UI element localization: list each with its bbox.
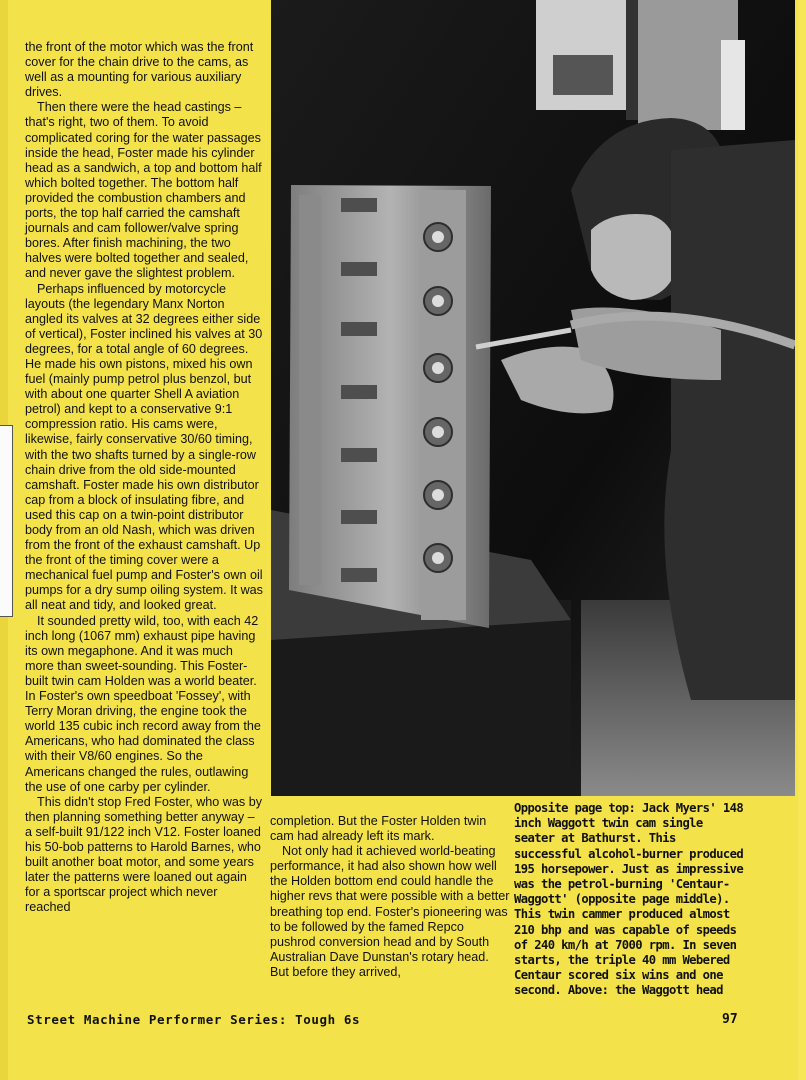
paragraph: It sounded pretty wild, too, with each 42 inch long (1067 mm) exhaust pipe having its own megaphone. And it was much more than sweet-sounding. This Foster-built twin cam Holden was a world beater. In Foster's own speedboat 'Fossey', with Terry Moran driving, the engine took the world 135 cubic inch record away from the Americans, who had dominated the class with their V8/60 engines. So the Americans changed the rules, outlawing the use of one carby per cylinder. — [25, 613, 261, 794]
page-number: 97 — [722, 1012, 738, 1027]
paragraph: the front of the motor which was the front cover for the chain drive to the cams, as well as a mounting for various auxiliary drives. — [25, 40, 254, 100]
paragraph: Perhaps influenced by motorcycle layouts (the legendary Manx Norton angled its valves at 32 degrees either side of vertical), Foster inclined his valves at 30 degrees, for a total angle of 60 degrees. He made his own pistons, mixed his own fuel (mainly pump petrol plus benzol, but with about one quarter Shell A aviation petrol) and kept to a conservative 9:1 compression ratio. His cams were, likewise, fairly conservative 30/60 timing, with the two shafts turned by a single-row chain drive from the old side-mounted camshaft. Foster made his own distributor cap from a block of insulating fibre, and used this cap on a twin-point distributor body from an old Nash, which was driven from the front of the exhaust camshaft. Up the front of the timing cover were a mechanical fuel pump and Foster's own oil pumps for a dry sump oiling system. It was all neat and tidy, and looked great. — [25, 281, 263, 613]
paragraph: This didn't stop Fred Foster, who was by then planning something better anyway – a self-built 91/122 inch V12. Foster loaned his 50-bob patterns to Harold Barnes, who built another boat motor, and some years later the patterns were loaned out again for a sportscar project which never reached — [25, 794, 262, 915]
adjacent-page-edge — [0, 425, 13, 617]
paragraph: completion. But the Foster Holden twin cam had already left its mark. — [270, 814, 487, 844]
paragraph: Then there were the head castings – that's right, two of them. To avoid complicated coring for the water passages inside the head, Foster made his cylinder head as a sandwich, a top and bottom half which bolted together. The bottom half provided the combustion chambers and ports, the top half carried the camshaft journals and cam follower/valve spring bores. After finish machining, the two halves were bolted together and sealed, and never gave the slightest problem. — [25, 100, 262, 281]
page-edge — [798, 0, 806, 1080]
photo-engine-head-drilling — [271, 0, 795, 796]
cylinder-head — [289, 185, 491, 628]
article-left-column — [25, 40, 265, 915]
publication-title: Street Machine Performer Series: Tough 6s — [27, 1012, 361, 1027]
article-middle-column — [270, 814, 510, 980]
paragraph: Not only had it achieved world-beating performance, it had also shown how well the Holden bottom end could handle the higher revs that were possible with a better breathing top end. Foster's pioneering was to be followed by the famed Repco pushrod conversion head and by South Australian Dave Dunstan's rotary head. But before they arrived, — [270, 844, 510, 979]
photo-illustration — [271, 0, 795, 796]
photo-caption: Opposite page top: Jack Myers' 148 inch Waggott twin cam single seater at Bathurst. This successful alcohol-burner produced 195 horsepower. Just as impressive was the petrol-burning 'Centaur-Waggott' (opposite page middle). This twin cammer produced almost 210 bhp and was capable of speeds of 240 km/h at 7000 rpm. In seven starts, the triple 40 mm Webered Centaur scored six wins and one second. Above: the Waggott head — [514, 801, 744, 998]
